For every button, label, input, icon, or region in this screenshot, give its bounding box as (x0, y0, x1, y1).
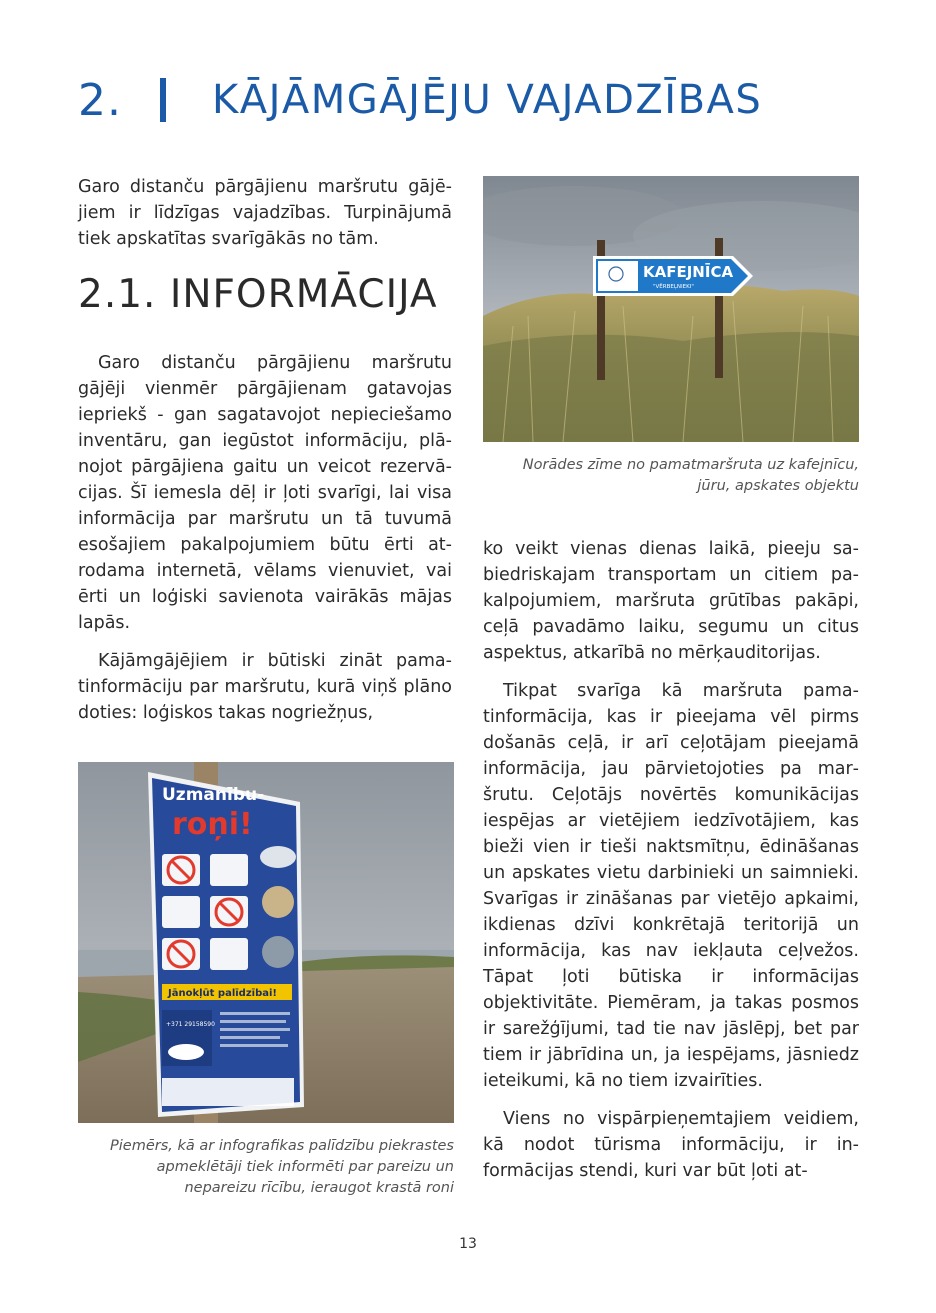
board-phone: +371 29158590 (166, 1021, 215, 1028)
body-paragraph: Tikpat svarīga kā maršruta pamatinformācija, kas ir pieejama vēl pirms došanās ceļā, ir arī ceļotājam pieejamā informācija, jau pārvietojoties pa maršrutu. Ceļotājs novērtēs komunikācijas iespējas ar vietējiem iedzīvotājiem, kas bieži vien ir tieši naktsmītņu, ēdināšanas un apskates vietu darbinieki un saimnieki. Svarīgas ir zināšanas par vietējo apkaimi, ikdienas dzīvi konkrētajā teritorijā un informācija, kas nav iekļauta ceļvežos. Tāpat ļoti būtiska ir informācijas objektivitāte. Piemēram, ja takas posmos ir sarežģījumi, tad tie nav jāslēpj, bet par tiem ir jābrīdina un, ja iespējams, jāsniedz ieteikumi, kā no tiem izvairīties. (483, 681, 859, 1091)
seal-photo-caption (78, 1136, 454, 1199)
chapter-title: KĀJĀMGĀJĒJU VAJADZĪBAS (211, 77, 763, 123)
caption-line: Piemērs, kā ar infografikas palīdzību piekrastes (110, 1138, 454, 1154)
intro-paragraph: Garo distanču pārgājienu maršrutu gājējiem ir līdzīgas vajadzības. Turpinājumā tiek apskatītas svarīgākās no tām. (78, 177, 452, 249)
chapter-number: 2. (78, 74, 122, 126)
body-paragraph: ko veikt vienas dienas laikā, pieeju sabiedriskajam transportam un citiem pakalpojumiem, maršruta grūtības pakāpi, ceļā pavadāmo laiku, segumu un citus aspektus, atkarībā no mērķauditorijas. (483, 539, 859, 663)
seal-board-illustration (78, 762, 454, 1123)
body-paragraph: Viens no vispārpieņemtajiem veidiem, kā nodot tūrisma informāciju, ir informācijas stendi, kuri var būt ļoti at- (483, 1109, 859, 1181)
body-paragraph: Kājāmgājējiem ir būtiski zināt pamatinformāciju par maršrutu, kurā viņš plāno doties: loģiskos takas nogriežņus, (78, 651, 452, 723)
page-number: 13 (459, 1236, 477, 1252)
body-paragraph: Garo distanču pārgājienu maršrutu gājēji vienmēr pārgājienam gatavojas iepriekš - gan sagatavojot nepieciešamo inventāru, gan iegūstot informāciju, plānojot pārgājiena gaitu un veicot rezervācijas. Šī iemesla dēļ ir ļoti svarīgi, lai visa informācija par maršrutu un tā tuvumā esošajiem pakalpojumiem būtu ērti atrodama internetā, vēlams vienuviet, vai ērti un loģiski savienota vairākās mājas lapās. (78, 353, 452, 633)
seal-board-photo (78, 762, 454, 1123)
caption-line: nepareizu rīcību, ieraugot krastā roni (184, 1180, 454, 1196)
right-column-text (483, 536, 859, 1184)
chapter-divider (160, 78, 166, 122)
chapter-heading (78, 70, 878, 130)
board-title-line2: roņi! (172, 807, 253, 842)
cafe-photo-caption (483, 455, 859, 497)
board-banner: Jānokļūt palīdzībai! (168, 988, 277, 999)
caption-line: jūru, apskates objektu (697, 478, 859, 494)
sign-subtext: "VĒRBEĻNIEKI" (653, 284, 694, 290)
sign-text: KAFEJNĪCA (643, 263, 734, 281)
caption-line: Norādes zīme no pamatmaršruta uz kafejnīcu, (522, 457, 859, 473)
left-column-text (78, 350, 452, 726)
cafe-sign-photo (483, 176, 859, 442)
board-title-line1: Uzmanību- (162, 785, 265, 805)
intro-text (78, 174, 452, 252)
section-heading: 2.1. INFORMĀCIJA (78, 272, 438, 317)
caption-line: apmeklētāji tiek informēti par pareizu un (156, 1159, 454, 1175)
cafe-sign-illustration (483, 176, 859, 442)
